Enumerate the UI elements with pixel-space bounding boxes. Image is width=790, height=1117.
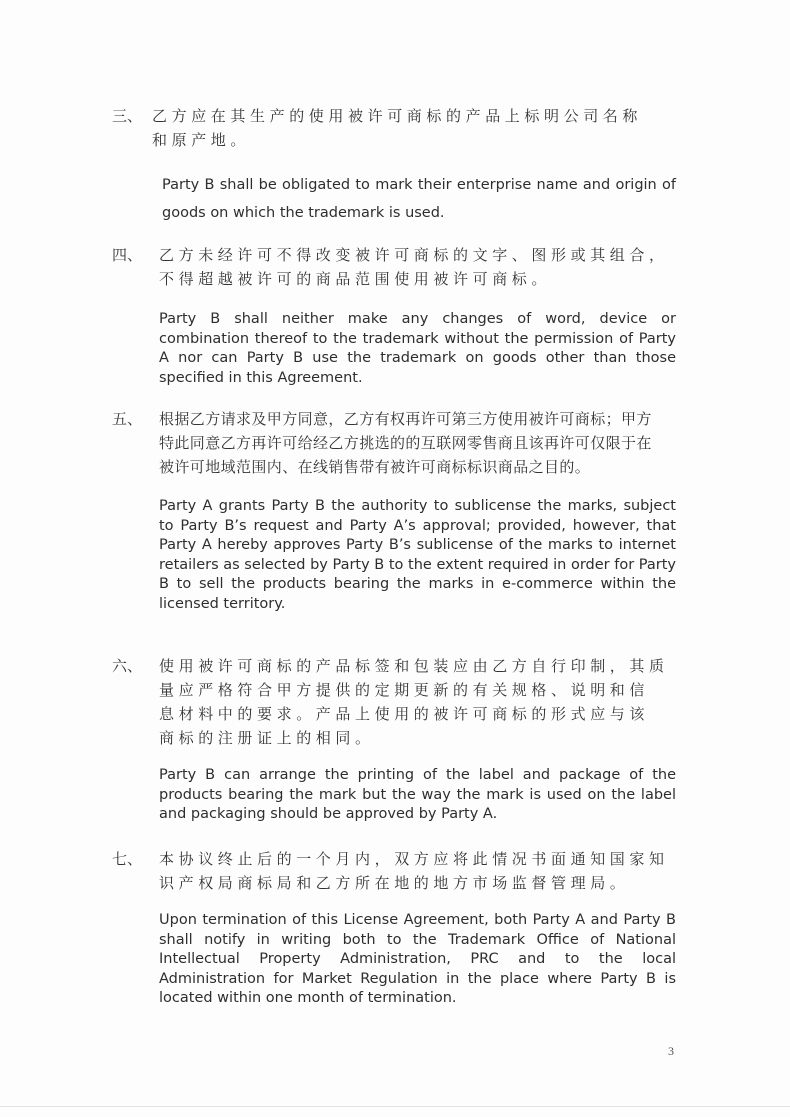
clause-number: 五、 bbox=[112, 410, 143, 428]
clause-zh-text bbox=[159, 243, 689, 291]
clause-zh-line: 量应严格符合甲方提供的定期更新的有关规格、说明和信 bbox=[159, 681, 650, 699]
clause-number: 四、 bbox=[112, 246, 143, 264]
clause-number: 七、 bbox=[112, 850, 143, 868]
page-number: 3 bbox=[668, 1044, 674, 1058]
clause-number: 三、 bbox=[112, 107, 143, 125]
clause-zh-line: 商标的注册证上的相同。 bbox=[159, 729, 375, 747]
clause-en-text: Party B shall neither make any changes of word, device or combination thereof to the trademark without the permission of Party A nor can Party B use the trademark on goods other than those specified in this Agreement. bbox=[159, 311, 676, 386]
clause-zh-line: 不得超越被许可的商品范围使用被许可商标。 bbox=[159, 270, 552, 288]
clause-zh-line: 息材料中的要求。产品上使用的被许可商标的形式应与该 bbox=[159, 705, 650, 723]
clause-en-text: Upon termination of this License Agreement, both Party A and Party B shall notify in writing both to the Trademark Office of National Intellectual Property Administration, PRC and to the local Administration for Market Regulation in the place where Party B is located within one month of termination. bbox=[159, 912, 676, 1007]
clause-zh-text bbox=[159, 654, 689, 750]
clause-zh-text bbox=[159, 847, 689, 895]
clause-zh-line: 特此同意乙方再许可给经乙方挑选的的互联网零售商且该再许可仅限于在 bbox=[159, 434, 652, 452]
clause-zh-line: 和原产地。 bbox=[152, 131, 251, 149]
clause-en-text: Party B can arrange the printing of the label and package of the products bearing the mark but the way the mark is used on the label and packaging should be approved by Party A. bbox=[159, 767, 676, 823]
clause-number: 六、 bbox=[112, 657, 143, 675]
clause-zh-text bbox=[152, 104, 682, 152]
scan-edge-line bbox=[0, 1106, 790, 1107]
clause-en-text: Party B shall be obligated to mark their enterprise name and origin of goods on which the trademark is used. bbox=[162, 177, 676, 221]
clause-zh-line: 根据乙方请求及甲方同意，乙方有权再许可第三方使用被许可商标；甲方 bbox=[159, 410, 652, 428]
clause-zh-text bbox=[159, 407, 689, 479]
clause-zh-line: 本协议终止后的一个月内，双方应将此情况书面通知国家知 bbox=[159, 850, 669, 868]
clause-en-text: Party A grants Party B the authority to sublicense the marks, subject to Party B’s request and Party A’s approval; provided, however, that Party A hereby approves Party B’s sublicense of the marks to internet retailers as selected by Party B to the extent required in order for Party B to sell the products bearing the marks in e-commerce within the licensed territory. bbox=[159, 498, 676, 612]
clause-zh-line: 被许可地域范围内、在线销售带有被许可商标标识商品之目的。 bbox=[159, 458, 591, 476]
clause-zh-line: 识产权局商标局和乙方所在地的地方市场监督管理局。 bbox=[159, 874, 630, 892]
clause-zh-line: 乙方应在其生产的使用被许可商标的产品上标明公司名称 bbox=[152, 107, 643, 125]
clause-zh-line: 使用被许可商标的产品标签和包装应由乙方自行印制，其质 bbox=[159, 657, 669, 675]
clause-zh-line: 乙方未经许可不得改变被许可商标的文字、图形或其组合， bbox=[159, 246, 669, 264]
